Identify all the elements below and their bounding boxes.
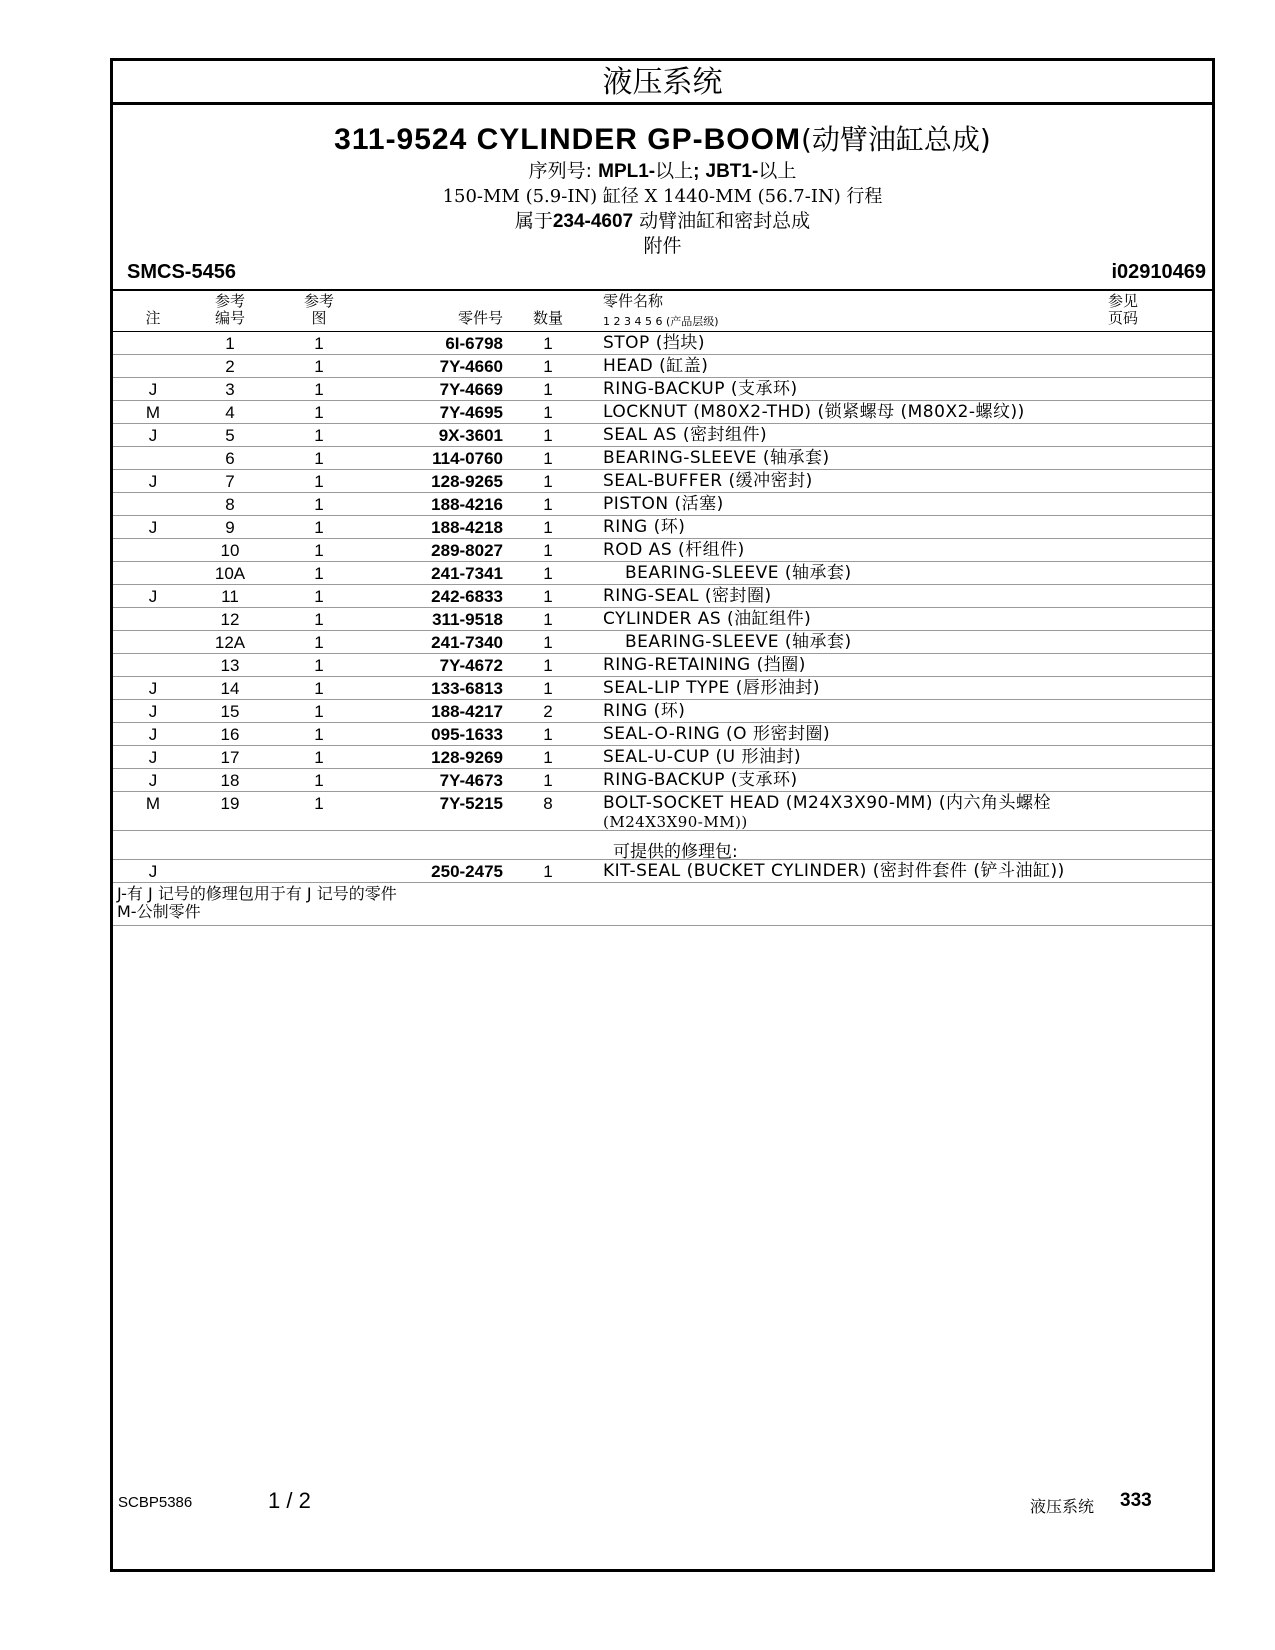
serial-label: 序列号: [528, 160, 593, 182]
table-row [113, 332, 1212, 355]
cell-note: J [148, 587, 158, 606]
cell-name: BOLT-SOCKET HEAD (M24X3X90-MM) (内六角头螺栓 [603, 793, 1052, 813]
col-header-page [1098, 293, 1148, 327]
table-row [113, 470, 1212, 493]
serial-line [113, 159, 1212, 184]
col-header-levels: 1 2 3 4 5 6 (产品层级) [603, 315, 719, 328]
cell-name: RING-SEAL (密封圈) [603, 586, 772, 606]
cell-name: SEAL-U-CUP (U 形油封) [603, 747, 802, 767]
cell-qty: 1 [543, 541, 553, 560]
cell-note: J [148, 771, 158, 790]
title-block [113, 121, 1212, 259]
footnotes [113, 883, 1212, 926]
title-chinese-name: (动臂油缸总成) [800, 123, 991, 156]
cell-note: J [148, 380, 158, 399]
cell-ref: 1 [225, 334, 235, 353]
col-header-ref [201, 293, 259, 327]
cell-note: M [145, 403, 161, 422]
table-row [113, 424, 1212, 447]
table-row [113, 608, 1212, 631]
cell-part-number: 114-0760 [432, 449, 503, 468]
cell-part-number: 6I-6798 [445, 334, 503, 353]
illustration-id: i02910469 [1111, 261, 1206, 283]
table-row [113, 792, 1212, 831]
cell-fig: 1 [314, 495, 324, 514]
cell-note: J [148, 725, 158, 744]
table-row [113, 493, 1212, 516]
kit-title-row [113, 831, 1212, 860]
cell-fig: 1 [314, 357, 324, 376]
cell-ref: 11 [221, 587, 239, 606]
cell-part-number: 241-7340 [431, 633, 503, 652]
cell-fig: 1 [314, 587, 324, 606]
cell-part-number: 128-9265 [431, 472, 503, 491]
cell-name: LOCKNUT (M80X2-THD) (锁紧螺母 (M80X2-螺纹)) [603, 402, 1025, 422]
parts-table [113, 332, 1212, 926]
cell-qty: 1 [543, 380, 553, 399]
col-header-page-top: 参见 [1107, 292, 1138, 310]
page-frame [110, 58, 1215, 1572]
cell-fig: 1 [314, 403, 324, 422]
col-header-ref-bottom: 编号 [214, 309, 245, 327]
cell-fig: 1 [314, 564, 324, 583]
cell-name: PISTON (活塞) [603, 494, 724, 514]
table-row [113, 585, 1212, 608]
cell-part-number: 241-7341 [431, 564, 503, 583]
cell-ref: 18 [220, 771, 240, 790]
smcs-code: SMCS-5456 [127, 261, 236, 283]
col-header-ref-top: 参考 [214, 292, 245, 310]
cell-ref: 5 [225, 426, 235, 445]
cell-name: STOP (挡块) [603, 333, 705, 353]
cell-name-wrap [603, 794, 1163, 832]
cell-part-number: 188-4216 [431, 495, 503, 514]
cell-qty: 1 [543, 633, 553, 652]
cell-part-number: 9X-3601 [438, 426, 503, 445]
cell-note: J [148, 426, 158, 445]
page-number: 333 [1120, 1490, 1152, 1511]
cell-qty: 1 [543, 449, 553, 468]
cell-fig: 1 [314, 426, 324, 445]
cell-part-number: 7Y-4660 [439, 357, 503, 376]
cell-qty: 1 [543, 472, 553, 491]
cell-name-continued: (M24X3X90-MM)) [603, 813, 748, 831]
cell-name: BEARING-SLEEVE (轴承套) [625, 563, 852, 583]
belongs-label: 属于 [514, 210, 553, 232]
cell-qty: 1 [543, 679, 553, 698]
table-row [113, 746, 1212, 769]
cell-name: BEARING-SLEEVE (轴承套) [603, 448, 830, 468]
cell-ref: 10A [214, 564, 246, 583]
cell-qty: 1 [543, 334, 553, 353]
cell-ref: 3 [225, 380, 235, 399]
cell-ref: 9 [225, 518, 235, 537]
cell-fig: 1 [314, 794, 324, 813]
cell-name: SEAL AS (密封组件) [603, 425, 768, 445]
cell-part-number: 7Y-4672 [439, 656, 503, 675]
section-header: 液压系统 [113, 61, 1212, 105]
cell-qty: 1 [543, 426, 553, 445]
cell-qty: 1 [543, 518, 553, 537]
attachment-label: 附件 [643, 235, 682, 257]
cell-fig: 1 [314, 541, 324, 560]
cell-part-number: 188-4218 [431, 518, 503, 537]
cell-fig: 1 [314, 725, 324, 744]
cell-name: RING-BACKUP (支承环) [603, 379, 798, 399]
serial-suffix-2: 以上 [758, 160, 797, 182]
cell-part-number: 133-6813 [431, 679, 503, 698]
cell-ref: 10 [220, 541, 240, 560]
cell-ref: 19 [220, 794, 240, 813]
table-row [113, 539, 1212, 562]
cell-name: SEAL-LIP TYPE (唇形油封) [603, 678, 821, 698]
cell-part-number: 7Y-4669 [439, 380, 503, 399]
serial-prefix-2: JBT1- [705, 161, 759, 182]
table-row [113, 677, 1212, 700]
cell-fig: 1 [314, 334, 324, 353]
cell-name: RING-RETAINING (挡圈) [603, 655, 806, 675]
cell-qty: 1 [543, 656, 553, 675]
cell-part-number: 242-6833 [431, 587, 503, 606]
cell-ref: 4 [225, 403, 235, 422]
col-header-note: 注 [145, 309, 161, 327]
doc-code: SCBP5386 [118, 1494, 193, 1511]
cell-note: J [148, 862, 158, 881]
footer-section: 液压系统 [1030, 1497, 1095, 1516]
cell-qty: 8 [543, 794, 553, 813]
table-row [113, 378, 1212, 401]
cell-part-number: 289-8027 [431, 541, 503, 560]
cell-ref: 12A [214, 633, 246, 652]
belongs-line [113, 209, 1212, 234]
cell-fig: 1 [314, 702, 324, 721]
cell-fig: 1 [314, 771, 324, 790]
cell-ref: 16 [220, 725, 240, 744]
spec-line: 150-MM (5.9-IN) 缸径 X 1440-MM (56.7-IN) 行程 [442, 186, 883, 207]
serial-prefix-1: MPL1- [598, 161, 656, 182]
col-header-fig [291, 293, 347, 327]
cell-qty: 1 [543, 725, 553, 744]
cell-qty: 1 [543, 357, 553, 376]
cell-name: RING-BACKUP (支承环) [603, 770, 798, 790]
cell-qty: 1 [543, 771, 553, 790]
cell-name: SEAL-O-RING (O 形密封圈) [603, 724, 831, 744]
cell-fig: 1 [314, 679, 324, 698]
col-header-page-bottom: 页码 [1107, 309, 1138, 327]
cell-ref: 13 [220, 656, 240, 675]
cell-fig: 1 [314, 656, 324, 675]
cell-note: J [148, 748, 158, 767]
table-row [113, 516, 1212, 539]
cell-qty: 1 [543, 748, 553, 767]
table-row [113, 562, 1212, 585]
table-row [113, 723, 1212, 746]
cell-qty: 2 [543, 702, 553, 721]
cell-qty: 1 [543, 403, 553, 422]
cell-qty: 1 [543, 564, 553, 583]
cell-fig: 1 [314, 472, 324, 491]
table-row [113, 654, 1212, 677]
col-header-fig-top: 参考 [303, 292, 334, 310]
cell-fig: 1 [314, 610, 324, 629]
cell-qty: 1 [543, 862, 553, 881]
table-row [113, 769, 1212, 792]
cell-part-number: 250-2475 [431, 862, 503, 881]
cell-fig: 1 [314, 748, 324, 767]
cell-name: RING (环) [603, 701, 686, 721]
cell-part-number: 128-9269 [431, 748, 503, 767]
cell-note: J [148, 702, 158, 721]
cell-part-number: 188-4217 [431, 702, 503, 721]
cell-ref: 17 [220, 748, 240, 767]
belongs-name: 动臂油缸和密封总成 [639, 210, 811, 232]
cell-note: M [145, 794, 161, 813]
cell-name: ROD AS (杆组件) [603, 540, 745, 560]
cell-name: KIT-SEAL (BUCKET CYLINDER) (密封件套件 (铲斗油缸)) [603, 861, 1065, 881]
page-fraction: 1 / 2 [268, 1488, 311, 1513]
cell-fig: 1 [314, 633, 324, 652]
cell-part-number: 7Y-5215 [439, 794, 503, 813]
belongs-part-number: 234-4607 [552, 211, 634, 232]
serial-suffix-1: 以上 [655, 160, 694, 182]
header-rule [113, 289, 1212, 291]
title-part-number: 311-9524 CYLINDER GP-BOOM [334, 123, 801, 156]
table-row [113, 447, 1212, 470]
cell-ref: 15 [220, 702, 240, 721]
footnote-m: M-公制零件 [117, 902, 201, 921]
cell-note: J [148, 518, 158, 537]
cell-ref: 14 [220, 679, 240, 698]
col-header-part-no: 零件号 [457, 309, 503, 327]
cell-name: CYLINDER AS (油缸组件) [603, 609, 812, 629]
cell-name: RING (环) [603, 517, 686, 537]
table-row [113, 401, 1212, 424]
cell-ref: 12 [220, 610, 240, 629]
table-row [113, 631, 1212, 654]
cell-name: BEARING-SLEEVE (轴承套) [625, 632, 852, 652]
cell-fig: 1 [314, 518, 324, 537]
cell-part-number: 095-1633 [431, 725, 503, 744]
cell-qty: 1 [543, 587, 553, 606]
cell-fig: 1 [314, 380, 324, 399]
kit-row [113, 860, 1212, 883]
kit-label: 可提供的修理包: [613, 842, 738, 862]
cell-note: J [148, 679, 158, 698]
cell-name: HEAD (缸盖) [603, 356, 709, 376]
table-row [113, 700, 1212, 723]
serial-separator: ; [693, 161, 700, 182]
cell-ref: 6 [225, 449, 235, 468]
col-header-name: 零件名称 [603, 292, 664, 310]
page-title [113, 121, 1212, 159]
footnote-j: J-有 J 记号的修理包用于有 J 记号的零件 [117, 884, 397, 903]
col-header-fig-bottom: 图 [311, 309, 327, 327]
cell-ref: 8 [225, 495, 235, 514]
cell-name: SEAL-BUFFER (缓冲密封) [603, 471, 813, 491]
cell-qty: 1 [543, 495, 553, 514]
cell-note: J [148, 472, 158, 491]
cell-part-number: 7Y-4695 [439, 403, 503, 422]
cell-part-number: 311-9518 [432, 610, 503, 629]
cell-qty: 1 [543, 610, 553, 629]
table-row [113, 355, 1212, 378]
cell-fig: 1 [314, 449, 324, 468]
cell-ref: 7 [225, 472, 235, 491]
col-header-qty: 数量 [532, 309, 563, 327]
cell-ref: 2 [225, 357, 235, 376]
cell-part-number: 7Y-4673 [439, 771, 503, 790]
